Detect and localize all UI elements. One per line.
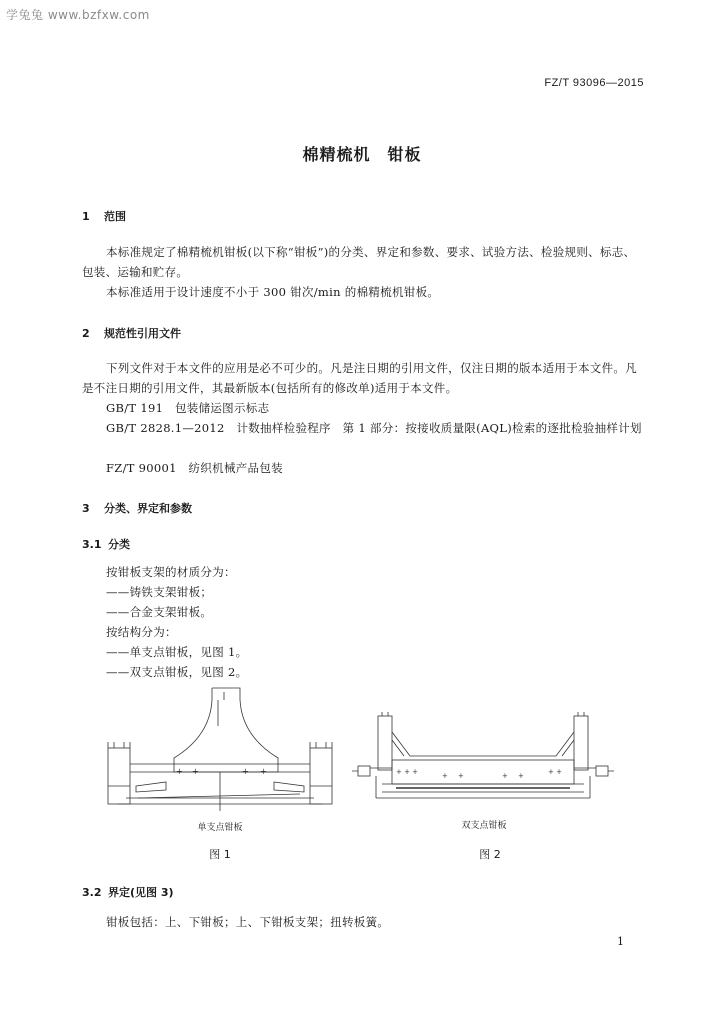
figure-2-caption: 双支点钳板 bbox=[461, 821, 507, 831]
standard-number: FZ/T 93096—2015 bbox=[544, 77, 644, 89]
figure-1-caption: 单支点钳板 bbox=[197, 823, 243, 833]
svg-text:+: + bbox=[260, 767, 267, 776]
figure-2-label: 图 2 bbox=[479, 848, 501, 861]
section-2-heading bbox=[82, 325, 181, 341]
svg-text:+: + bbox=[442, 772, 448, 780]
svg-text:+ +: + + bbox=[548, 768, 562, 776]
svg-text:+: + bbox=[458, 772, 464, 780]
classification-line: ——单支点钳板，见图 1。 bbox=[106, 645, 248, 659]
svg-text:+: + bbox=[502, 772, 508, 780]
classification-line: ——合金支架钳板。 bbox=[106, 605, 213, 619]
section-3-2-number: 3.2 bbox=[82, 886, 102, 899]
section-3-title: 分类、界定和参数 bbox=[104, 502, 192, 515]
figure-2-drawing bbox=[352, 712, 614, 812]
reference-item: GB/T 191 包装储运图示标志 bbox=[106, 401, 270, 415]
watermark: 学兔兔 www.bzfxw.com bbox=[6, 8, 150, 22]
reference-item: GB/T 2828.1—2012 计数抽样检验程序 第 1 部分：按接收质量限(AQL)检索的逐批检验抽样计划 bbox=[106, 421, 642, 435]
svg-text:+: + bbox=[518, 772, 524, 780]
section-2-paragraph-1: 下列文件对于本文件的应用是必不可少的。凡是注日期的引用文件，仅注日期的版本适用于本文件。凡是不注日期的引用文件，其最新版本(包括所有的修改单)适用于本文件。 bbox=[82, 361, 637, 395]
section-1-title: 范围 bbox=[104, 210, 126, 223]
svg-text:+: + bbox=[242, 767, 249, 776]
classification-line: ——双支点钳板，见图 2。 bbox=[106, 665, 248, 679]
section-3-2-title: 界定(见图 3) bbox=[108, 886, 174, 899]
figure-1-label: 图 1 bbox=[209, 848, 231, 861]
definition-line: 钳板包括：上、下钳板；上、下钳板支架；扭转板簧。 bbox=[106, 915, 390, 929]
document-title: 棉精梳机 钳板 bbox=[302, 145, 422, 164]
page-number: 1 bbox=[617, 935, 624, 948]
section-3-number: 3 bbox=[82, 502, 90, 515]
svg-text:+: + bbox=[192, 767, 199, 776]
figure-1-drawing bbox=[100, 686, 340, 816]
section-1-number: 1 bbox=[82, 210, 90, 223]
section-3-heading bbox=[82, 500, 192, 516]
section-3-1-title: 分类 bbox=[108, 538, 130, 551]
section-3-2-heading bbox=[82, 884, 174, 900]
section-3-1-number: 3.1 bbox=[82, 538, 102, 551]
classification-line: 按钳板支架的材质分为： bbox=[106, 565, 236, 579]
section-1-paragraph-1: 本标准规定了棉精梳机钳板(以下称“钳板”)的分类、界定和参数、要求、试验方法、检验规则、标志、包装、运输和贮存。 bbox=[82, 245, 636, 279]
section-3-1-heading bbox=[82, 536, 130, 552]
section-2-number: 2 bbox=[82, 327, 90, 340]
classification-line: ——铸铁支架钳板； bbox=[106, 585, 213, 599]
reference-item: FZ/T 90001 纺织机械产品包装 bbox=[106, 461, 283, 475]
section-2-title: 规范性引用文件 bbox=[104, 327, 181, 340]
section-1-heading bbox=[82, 208, 126, 224]
section-1-paragraph-2: 本标准适用于设计速度不小于 300 钳次/min 的棉精梳机钳板。 bbox=[106, 285, 440, 299]
svg-text:+ + +: + + + bbox=[396, 768, 419, 776]
classification-line: 按结构分为： bbox=[106, 625, 177, 639]
svg-text:+: + bbox=[176, 767, 183, 776]
